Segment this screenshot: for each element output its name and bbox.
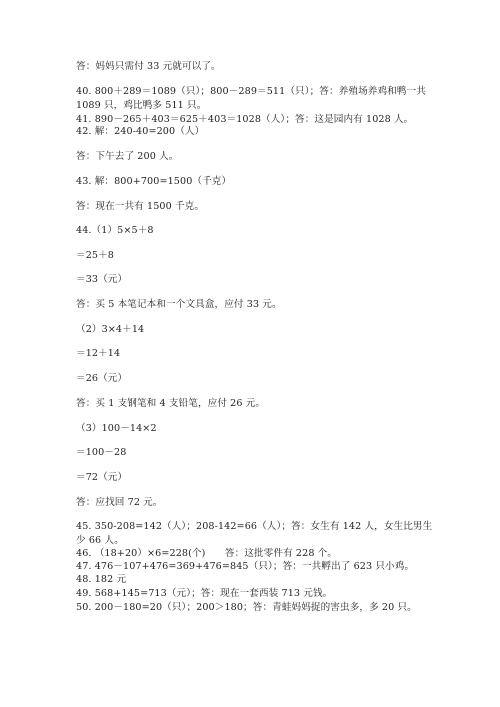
problem-44-part-1: 44.（1）5×5＋8	[76, 225, 154, 236]
problem-45-line-1: 45. 350-208=142（人）；208-142=66（人）；答：女生有 142 人，女生比男生	[76, 521, 433, 532]
problem-44-step-5: ＝100－28	[76, 447, 127, 458]
problem-44-part-2: （2）3×4＋14	[76, 324, 145, 335]
problem-40-line-1: 40. 800＋289＝1089（只）；800－289＝511（只）；答：养殖场养鸡和鸭一共	[76, 86, 426, 97]
problem-40-line-2: 1089 只，鸡比鸭多 511 只。	[76, 100, 207, 111]
problem-47: 47. 476－107+476=369+476=845（只）；答：一共孵出了 623 只小鸡。	[76, 561, 415, 572]
problem-45-line-2: 少 66 人。	[76, 535, 124, 546]
problem-44-answer-1: 答：买 5 本笔记本和一个文具盒，应付 33 元。	[76, 299, 282, 310]
problem-43-answer: 答：现在一共有 1500 千克。	[76, 201, 205, 212]
problem-48: 48. 182 元	[76, 574, 127, 585]
problem-44-part-3: （3）100－14×2	[76, 423, 157, 434]
problem-44-answer-3: 答：应找回 72 元。	[76, 497, 163, 508]
answer-line-39: 答：妈妈只需付 33 元就可以了。	[76, 61, 221, 72]
problem-44-step-2: ＝33（元）	[76, 274, 128, 285]
problem-41: 41. 890－265＋403＝625＋403＝1028（人）；答：这是园内有 1028 人。	[76, 114, 414, 125]
problem-44-answer-2: 答：买 1 支钢笔和 4 支铅笔，应付 26 元。	[76, 398, 266, 409]
problem-42-answer: 答：下午去了 200 人。	[76, 151, 179, 162]
problem-46: 46. （18+20）×6=228(个) 答：这批零件有 228 个。	[76, 548, 338, 559]
problem-43-solution: 43. 解：800+700=1500（千克）	[76, 176, 232, 187]
problem-42-solution: 42. 解：240-40=200（人）	[76, 126, 205, 137]
problem-44-step-4: ＝26（元）	[76, 373, 128, 384]
problem-50: 50. 200－180=20（只）；200＞180；答：青蛙妈妈捉的害虫多，多 20 只。	[76, 602, 417, 613]
problem-44-step-6: ＝72（元）	[76, 472, 128, 483]
problem-49: 49. 568+145=713（元）；答：现在一套西装 713 元钱。	[76, 588, 333, 599]
problem-44-step-1: ＝25＋8	[76, 250, 114, 261]
problem-44-step-3: ＝12＋14	[76, 348, 121, 359]
